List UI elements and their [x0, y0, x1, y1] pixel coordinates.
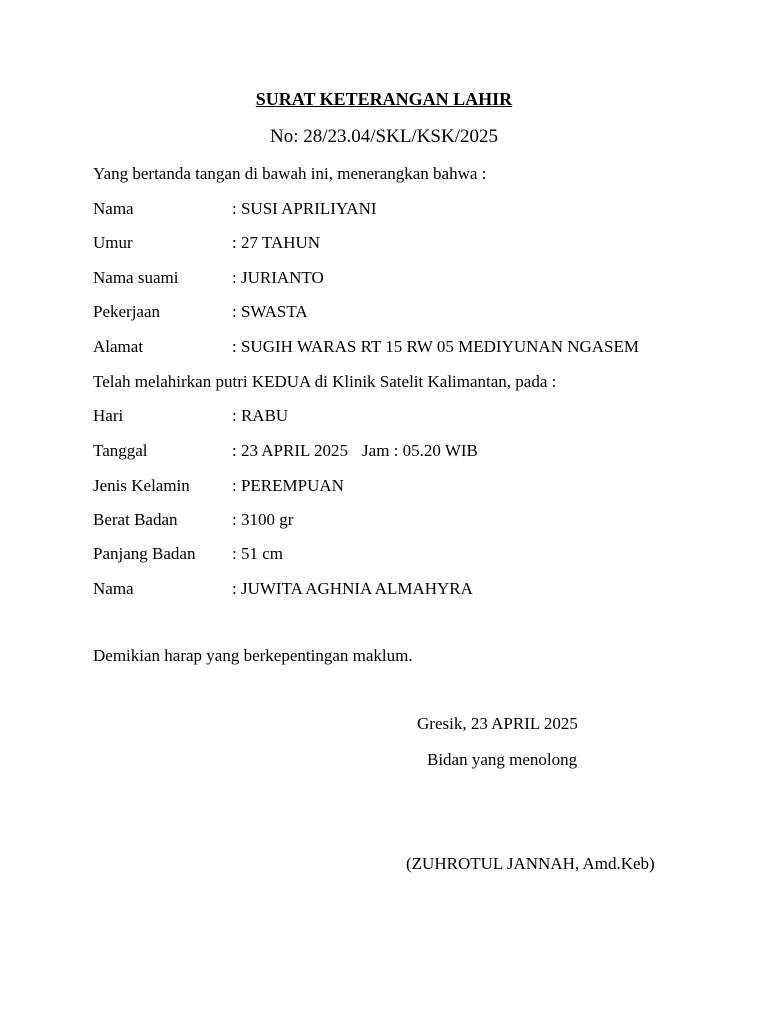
baby-name-label: Nama — [93, 579, 134, 598]
husband-name-value: : JURIANTO — [232, 268, 324, 287]
occupation-value: : SWASTA — [232, 302, 308, 321]
baby-name-value: : JUWITA AGHNIA ALMAHYRA — [232, 579, 473, 598]
birth-date-row — [232, 441, 478, 461]
address-value: : SUGIH WARAS RT 15 RW 05 MEDIYUNAN NGASEM — [232, 337, 640, 356]
occupation-label: Pekerjaan — [93, 302, 161, 321]
sex-value: : PEREMPUAN — [232, 476, 344, 495]
signature-role: Bidan yang menolong — [427, 750, 578, 769]
birth-day-value: : RABU — [232, 406, 289, 425]
length-value: : 51 cm — [232, 544, 283, 563]
birth-statement: Telah melahirkan putri KEDUA di Klinik Satelit Kalimantan, pada : — [93, 372, 557, 391]
signature-name: (ZUHROTUL JANNAH, Amd.Keb) — [406, 854, 655, 873]
mother-name-value: : SUSI APRILIYANI — [232, 199, 377, 218]
closing-text: Demikian harap yang berkepentingan maklum. — [93, 646, 413, 665]
weight-value: : 3100 gr — [232, 510, 294, 529]
sex-label: Jenis Kelamin — [93, 476, 190, 495]
signature-place-date: Gresik, 23 APRIL 2025 — [417, 714, 578, 733]
mother-age-value: : 27 TAHUN — [232, 233, 321, 252]
mother-name-label: Nama — [93, 199, 134, 218]
husband-name-label: Nama suami — [93, 268, 179, 287]
birth-day-label: Hari — [93, 406, 124, 425]
birth-date-value: : 23 APRIL 2025 — [232, 441, 349, 460]
weight-label: Berat Badan — [93, 510, 178, 529]
length-label: Panjang Badan — [93, 544, 196, 563]
document-number: No: 28/23.04/SKL/KSK/2025 — [269, 126, 499, 147]
birth-time-value: Jam : 05.20 WIB — [362, 441, 478, 460]
document-title: SURAT KETERANGAN LAHIR — [255, 89, 513, 109]
birth-date-label: Tanggal — [93, 441, 148, 460]
mother-age-label: Umur — [93, 233, 133, 252]
address-label: Alamat — [93, 337, 144, 356]
intro-text: Yang bertanda tangan di bawah ini, menerangkan bahwa : — [93, 164, 487, 183]
